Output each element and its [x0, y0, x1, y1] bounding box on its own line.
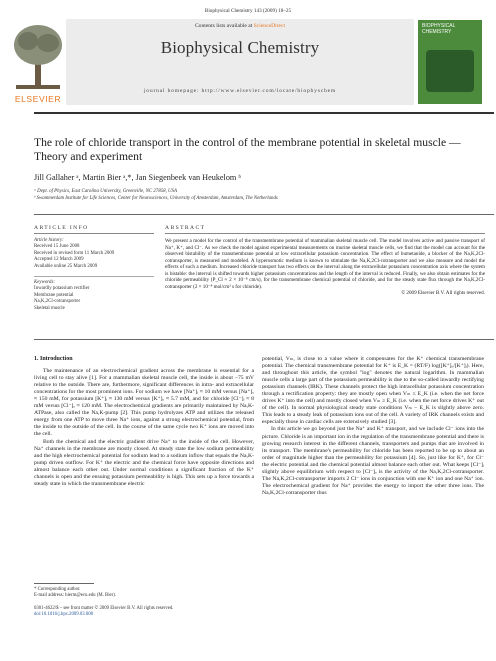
- intro-heading: 1. Introduction: [34, 356, 73, 362]
- history-online: Available online 25 March 2009: [34, 263, 98, 269]
- section-rule: [34, 214, 494, 215]
- article-title: The role of chloride transport in the control of the membrane potential in skeletal muscle — Theory and experiment: [34, 136, 461, 163]
- keyword-item: Inwardly potassium rectifier: [34, 286, 90, 292]
- history-received: Received 15 June 2008: [34, 244, 80, 250]
- contents-line: [66, 23, 414, 29]
- keyword-item: Skeletal muscle: [34, 305, 65, 311]
- affiliation-b: ᵇ Swammerdam Institute for Life Sciences, Center for Neurosciences, University of Amsterdam, Amsterdam, The Netherlands: [34, 196, 278, 201]
- keywords-label: Keywords:: [34, 280, 56, 285]
- footnote: [34, 587, 254, 599]
- journal-cover-image: [418, 20, 482, 104]
- keyword-item: Na,K,2Cl-cotransporter: [34, 299, 81, 305]
- keywords: [34, 280, 154, 312]
- cover-illustration: [426, 50, 474, 92]
- front-matter-line: 0301-4622/$ – see front matter © 2009 Elsevier B.V. All rights reserved.: [34, 606, 174, 611]
- keyword-item: Membrane potential: [34, 292, 74, 298]
- elsevier-tree-logo: [10, 21, 66, 105]
- author-email[interactable]: E-mail address: bierm@ecu.edu (M. Bier).: [34, 593, 117, 598]
- abstract-body: [165, 238, 485, 297]
- journal-reference: Biophysical Chemistry 143 (2009) 18–25: [204, 8, 292, 14]
- corresponding-author: * Corresponding author.: [34, 587, 81, 592]
- body-paragraph: potential, Vₘ, is close to a value where it compensates for the K⁺ chemical transmembrane potential. The chemical transmembrane potential for K⁺ is E_K = (RT/F) log([K⁺]ₒ/[K⁺]ᵢ). Here, and throughout this article, the symbol "log" denotes the natural logarithm. In mammalian muscle cells a large part of the potassium permeability is due to the so-called inwardly rectifying potassium channels (IRK). These channels protect the high intracellular potassium concentration through a rectification property: they are mostly open when Vₘ ≤ E_K (i.e. when the net force drives K⁺ into the cell) and mostly closed when Vₘ ≥ E_K (i.e. when the net force drives K⁺ out of the cell). In normal physiological steady state conditions Vₘ − E_K is slightly above zero. This leads to a steady leak of potassium ions out of the cell. A variety of IRK channels exists and especially those in cardiac cells are extensively studied [3].: [262, 356, 484, 426]
- abstract-rule: [165, 233, 485, 234]
- contents-prefix: Contents lists available at: [194, 23, 253, 29]
- publisher-name: ELSEVIER: [14, 94, 62, 104]
- history-accepted: Accepted 12 March 2009: [34, 257, 84, 263]
- body-rule: [34, 339, 494, 340]
- history-revised: Received in revised form 11 March 2009: [34, 250, 115, 256]
- right-column: [262, 356, 484, 497]
- journal-homepage[interactable]: journal homepage: http://www.elsevier.com/locate/biophyschem: [143, 88, 337, 94]
- left-column: [34, 356, 254, 488]
- doi-link[interactable]: doi:10.1016/j.bpc.2009.03.008: [34, 612, 94, 617]
- history-label: Article history:: [34, 238, 64, 243]
- article-info-rule: [34, 233, 154, 234]
- article-history: [34, 238, 154, 270]
- journal-title: Biophysical Chemistry: [160, 38, 320, 57]
- keywords-rule: [34, 276, 154, 277]
- article-info-heading: ARTICLE INFO: [34, 225, 89, 231]
- abstract-heading: ABSTRACT: [165, 225, 206, 231]
- affiliation-a: ᵃ Dept. of Physics, East Carolina University, Greenville, NC 27858, USA: [34, 189, 177, 194]
- sciencedirect-link[interactable]: ScienceDirect: [253, 23, 286, 29]
- article-authors: Jill Gallaher ᵃ, Martin Bier ᵃ,*, Jan Siegenbeek van Heukelom ᵇ: [34, 173, 241, 182]
- abstract-text: We present a model for the control of the transmembrane potential of mammalian skeletal muscle cell. The model involves active and passive transport of Na⁺, K⁺, and Cl⁻. As we check the model against experimental measurements on murine skeletal muscle cells, we find that the model can account for the observed bistability of the transmembrane potential at low extracellular potassium concentration. The effect of bumetanide, a blocker of the Na,K,2Cl-cotransporter, is measured and modeled. A hyperosmotic medium is known to stimulate the Na,K,2Cl-cotransporter and we also measure and model the effects of such a medium. Increased chloride transport has two effects on the interval along the extracellular potassium concentration axis where the system is bistable: the interval is shifted towards higher potassium concentrations and the length of the interval is reduced. Finally, we also obtain estimates for the chloride permeability (P_Cl ≈ 2 × 10⁻⁸ cm/s), for the transmembrane chemical potential of chloride, and for the steady state flux through the Na,K,2Cl-cotransporter (2 × 10⁻⁸ mol/cm² s for chloride).: [165, 238, 485, 290]
- cover-title: BIOPHYSICAL CHEMISTRY: [422, 23, 456, 35]
- body-paragraph: In this article we go beyond just the Na⁺ and K⁺ transport, and we include Cl⁻ ions into the picture. Chloride is an important ion in the regulation of the transmembrane potential and there is growing research interest in the different channels, transporters and pumps that are involved in its transport. The membrane's permeability for chloride has been reported to be up to about an order of magnitude higher than the permeability for potassium [4]. So, just like for K⁺, for Cl⁻ the electric potential and the chemical potential almost balance each other out. What keeps [Cl⁻]ᵢ slightly above equilibrium with respect to [Cl⁻]ₒ is the activity of the Na,K,2Cl-cotransporter. The Na,K,2Cl-cotransporter imports 2 Cl⁻ ions in conjunction with one K⁺ ion and one Na⁺ ion. The electrochemical gradient for Na⁺ provides the energy to import the other three ions. The Na,K,2Cl-cotransporter thus: [262, 426, 484, 496]
- footnote-rule: [34, 583, 94, 584]
- doi-block: [34, 606, 254, 618]
- body-paragraph: Both the chemical and the electric gradient drive Na⁺ to the inside of the cell. However, Na⁺ channels in the membrane are mostly closed. At steady state the low sodium permeability and the high electrochemical potential for sodium lead to a sodium inflow that equals the Na,K-pump driven outflow. For K⁺ the electric and the chemical force have opposite directions and almost balance each other out. Under normal conditions a significant fraction of the K⁺ channels is open and the ensuing potassium permeability is high. This sets up a force towards a steady state in which the transmembrane electric: [34, 438, 254, 487]
- header-rule: [34, 112, 494, 114]
- body-paragraph: The maintenance of an electrochemical gradient across the membrane is essential for a living cell to stay alive [1]. For a mammalian skeletal muscle cell, the inside is about −75 mV relative to the outside. There are, furthermore, significant differences in intra- and extracellular concentrations for the most prominent ions. For sodium we have [Na⁺]ᵢ ≈ 10 mM versus [Na⁺]ₒ ≈ 150 mM, for potassium [K⁺]ᵢ ≈ 130 mM versus [K⁺]ₒ ≈ 5.7 mM, and for chloride [Cl⁻]ᵢ ≈ 8 mM versus [Cl⁻]ₒ ≈ 120 mM. The electrochemical gradients are primarily maintained by Na,K-ATPase, also called the Na,K-pump [2]. This pump hydrolyzes ATP and utilizes the released energy from one ATP to move three Na⁺ ions, against a strong electrochemical potential, from the inside to the outside of the cell. In the course of the same cycle two K⁺ ions are moved into the cell.: [34, 368, 254, 438]
- abstract-copyright: © 2009 Elsevier B.V. All rights reserved.: [401, 290, 485, 297]
